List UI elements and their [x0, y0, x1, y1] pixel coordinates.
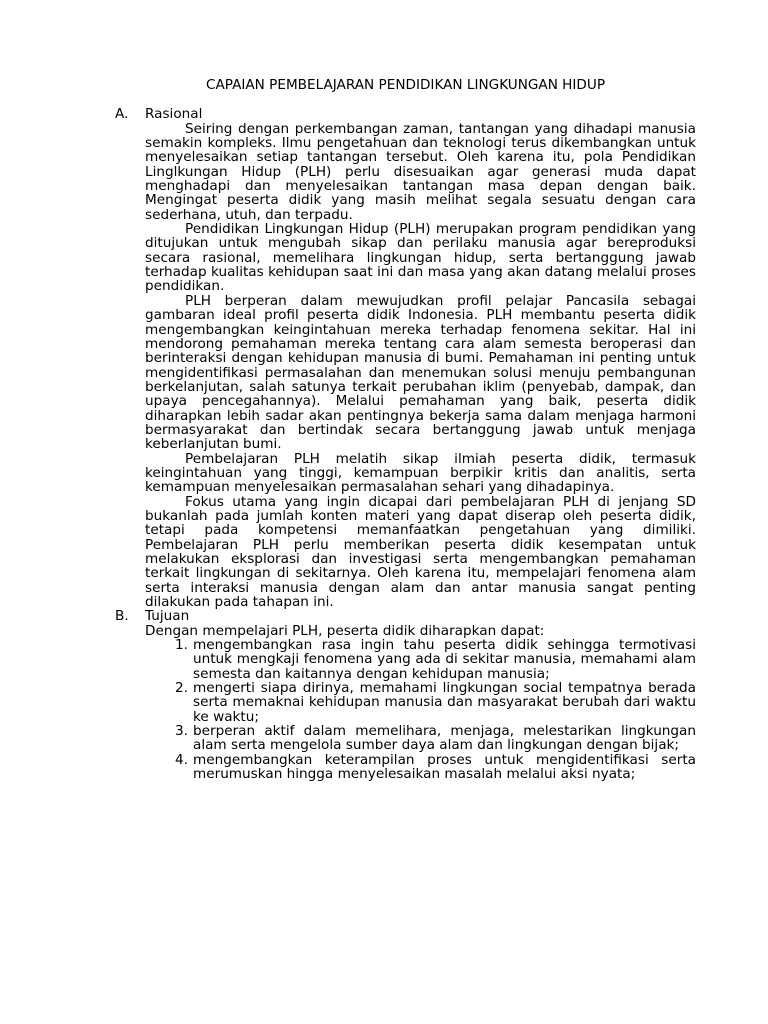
- list-item: [145, 638, 696, 681]
- section-body: [115, 624, 696, 782]
- paragraph: Pendidikan Lingkungan Hidup (PLH) merupakan program pendidikan yang ditujukan untuk mengubah sikap dan perilaku manusia agar bereproduksi secara rasional, memelihara lingkungan hidup, serta bertanggung jawab terhadap kualitas kehidupan saat ini dan masa yang akan datang melalui proses pendidikan.: [145, 221, 696, 295]
- list-intro: Dengan mempelajari PLH, peserta didik diharapkan dapat:: [145, 622, 545, 639]
- list-item-text: mengerti siapa dirinya, memahami lingkungan social tempatnya berada serta memaknai kehidupan manusia dan masyarakat berubah dari waktu ke waktu;: [193, 680, 696, 725]
- goals-list: [145, 638, 696, 781]
- section-heading: [115, 609, 696, 623]
- list-item-text: berperan aktif dalam memelihara, menjaga, melestarikan lingkungan alam serta mengelola sumber daya alam dan lingkungan dengan bijak;: [193, 723, 696, 754]
- paragraph: Seiring dengan perkembangan zaman, tantangan yang dihadapi manusia semakin kompleks. Ilmu pengetahuan dan teknologi terus dikembangkan untuk menyelesaikan setiap tantangan tersebut. Oleh karena itu, pola Pendidikan Linglkungan Hidup (PLH) perlu disesuaikan agar generasi muda dapat menghadapi dan menyelesaikan tantangan masa depan dengan baik. Mengingat peserta didik yang masih melihat segala sesuatu dengan cara sederhana, utuh, dan terpadu.: [145, 120, 696, 223]
- section-heading: [115, 107, 696, 121]
- section-tujuan: [115, 609, 696, 781]
- document-title: CAPAIAN PEMBELAJARAN PENDIDIKAN LINGKUNGAN HIDUP: [205, 77, 606, 93]
- section-letter: B.: [115, 608, 129, 625]
- list-number: 4.: [175, 751, 188, 768]
- list-item-text: mengembangkan keterampilan proses untuk mengidentifikasi serta merumuskan hingga menyelesaikan masalah melalui aksi nyata;: [193, 751, 696, 783]
- list-number: 1.: [175, 637, 188, 654]
- paragraph: Fokus utama yang ingin dicapai dari pembelajaran PLH di jenjang SD bukanlah pada jumlah konten materi yang dapat diserap oleh peserta didik, tetapi pada kompetensi memanfaatkan pengetahuan yang dimiliki. Pembelajaran PLH perlu memberikan peserta didik kesempatan untuk melakukan eksplorasi dan investigasi serta mengembangkan pemahaman terkait lingkungan di sekitarnya. Oleh karena itu, mempelajari fenomena alam serta interaksi manusia dengan alam dan antar manusia sangat penting dilakukan pada tahapan ini.: [145, 493, 696, 611]
- list-item-text: mengembangkan rasa ingin tahu peserta didik sehingga termotivasi untuk mengkaji fenomena yang ada di sekitar manusia, memahami alam semesta dan kaitannya dengan kehidupan manusia;: [193, 637, 696, 682]
- list-item: [145, 681, 696, 724]
- section-heading-text: Tujuan: [145, 608, 190, 625]
- section-letter: A.: [115, 106, 129, 123]
- section-rasional: [115, 107, 696, 609]
- list-item: [145, 753, 696, 782]
- section-body: [115, 122, 696, 610]
- section-heading-text: Rasional: [145, 106, 203, 123]
- list-number: 2.: [175, 680, 188, 697]
- paragraph: Pembelajaran PLH melatih sikap ilmiah peserta didik, termasuk keingintahuan yang tinggi, kemampuan berpikir kritis dan analitis, serta kemampuan menyelesaikan permasalahan sehari yang dihadapinya.: [145, 450, 696, 496]
- paragraph: PLH berperan dalam mewujudkan profil pelajar Pancasila sebagai gambaran ideal profil peserta didik Indonesia. PLH membantu peserta didik mengembangkan keingintahuan mereka terhadap fenomena sekitar. Hal ini mendorong pemahaman mereka tentang cara alam semesta beroperasi dan berinteraksi dengan kehidupan manusia di bumi. Pemahaman ini penting untuk mengidentifikasi permasalahan dan menemukan solusi menuju pembangunan berkelanjutan, salah satunya terkait perubahan iklim (penyebab, dampak, dan upaya pencegahannya). Melalui pemahaman yang baik, peserta didik diharapkan lebih sadar akan pentingnya bekerja sama dalam menjaga harmoni bermasyarakat dan bertindak secara bertanggung jawab untuk menjaga keberlanjutan bumi.: [145, 292, 696, 453]
- list-item: [145, 724, 696, 753]
- list-number: 3.: [175, 723, 188, 740]
